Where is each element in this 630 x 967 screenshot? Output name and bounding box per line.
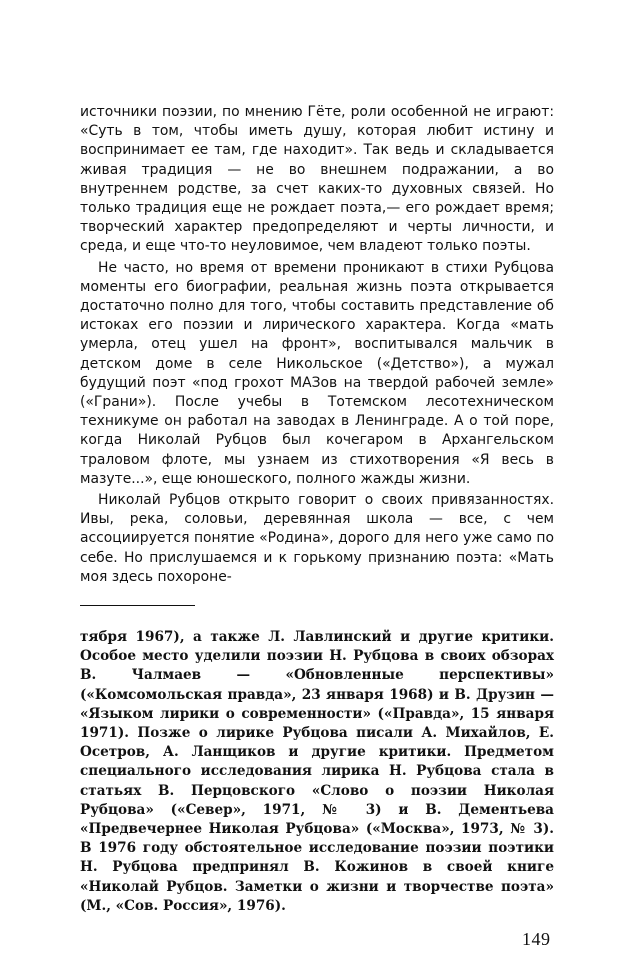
footnote xyxy=(80,628,554,916)
paragraph-3: Николай Рубцов открыто говорит о своих привязанностях. Ивы, река, соловьи, деревянная школа — все, с чем ассоциируется понятие «Родина», дорого для него уже само по себе. Но прислушаемся и к горькому признанию поэта: «Мать моя здесь похороне- xyxy=(80,492,554,585)
footnote-separator xyxy=(80,605,195,606)
paragraph-2: Не часто, но время от времени проникают в стихи Рубцова моменты его биографии, реальная жизнь поэта открывается достаточно полно для того, чтобы составить представление об истоках его поэзии и лирического характера. Когда «мать умерла, отец ушел на фронт», воспитывался мальчик в детском доме в селе Никольское («Детство»), а мужал будущий поэт «под грохот МАЗов на твердой рабочей земле» («Грани»). После учебы в Тотемском лесотехническом техникуме он работал на заводах в Ленинграде. А о той поре, когда Николай Рубцов был кочегаром в Архангельском траловом флоте, мы узнаем из стихотворения «Я весь в мазуте...», еще юношеского, полного жажды жизни. xyxy=(80,259,554,487)
footnote-text: тября 1967), а также Л. Лавлинский и другие критики. Особое место уделили поэзии Н. Рубцова в своих обзорах В. Чалмаев — «Обновленные перспективы» («Комсомольская правда», 23 января 1968) и В. Друзин — «Языком лирики о современности» («Правда», 15 января 1971). Позже о лирике Рубцова писали А. Михайлов, Е. Осетров, А. Ланщиков и другие критики. Предметом специального исследования лирика Н. Рубцова стала в статьях В. Перцовского «Слово о поэзии Николая Рубцова» («Север», 1971, № 3) и В. Дементьева «Предвечернее Николая Рубцова» («Москва», 1973, № 3). В 1976 году обстоятельное исследование поэзии поэтики Н. Рубцова предпринял В. Кожинов в своей книге «Николай Рубцов. Заметки о жизни и творчестве поэта» (М., «Сов. Россия», 1976). xyxy=(80,629,554,914)
main-text xyxy=(80,103,554,587)
page-number: 149 xyxy=(522,929,551,949)
paragraph-1: источники поэзии, по мнению Гёте, роли особенной не играют: «Суть в том, чтобы иметь душу, которая любит истину и воспринимает ее там, где находит». Так ведь и складывается живая традиция — не во внешнем подражании, а во внутреннем родстве, за счет каких-то духовных связей. Но только традиция еще не рождает поэта,— его рождает время; творческий характер предопределяют и черты личности, и среда, и еще что-то неуловимое, чем владеют только поэты. xyxy=(80,104,554,255)
